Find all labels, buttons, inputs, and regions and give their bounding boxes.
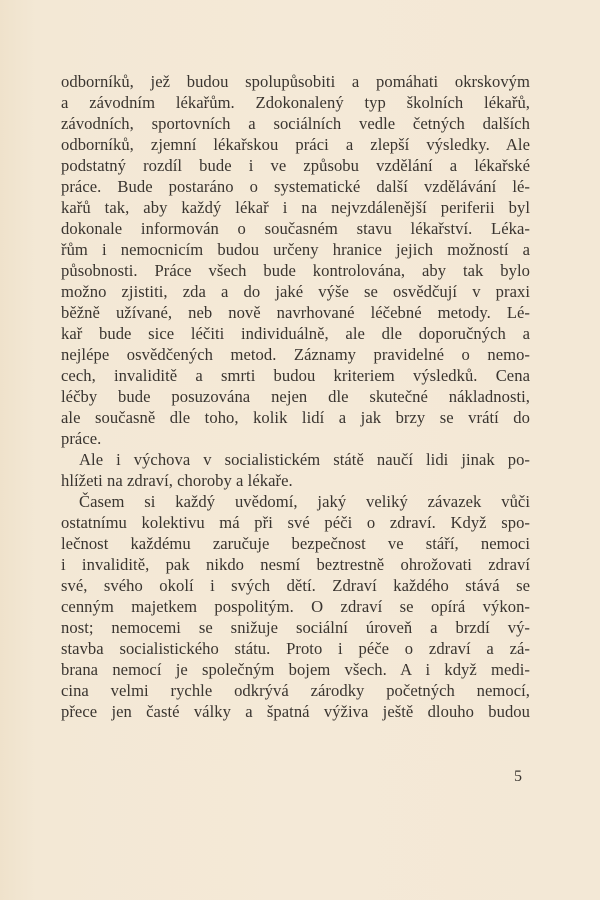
text-line: řům i nemocnicím budou určeny hranice jejich možností a: [61, 240, 530, 259]
text-line: hlížeti na zdraví, choroby a lékaře.: [61, 471, 293, 490]
text-line: přece jen časté války a špatná výživa ještě dlouho budou: [61, 702, 530, 721]
text-line: nost; nemocemi se snižuje sociální úroveň a brzdí vý-: [61, 618, 530, 637]
text-line: běžně užívané, neb nově navrhované léčebné metody. Lé-: [61, 303, 530, 322]
text-line: podstatný rozdíl bude i ve způsobu vzdělání a lékařské: [61, 156, 530, 175]
text-line: práce.: [61, 429, 102, 448]
text-line: kařů tak, aby každý lékař i na nejvzdálenější periferii byl: [61, 198, 530, 217]
text-line: Ale i výchova v socialistickém státě naučí lidi jinak po-: [79, 450, 530, 469]
text-line: práce. Bude postaráno o systematické další vzdělávání lé-: [61, 177, 530, 196]
body-text: [61, 71, 530, 722]
text-line: brana nemocí je společným bojem všech. A i když medi-: [61, 660, 530, 679]
text-line: dokonale informován o současném stavu lékařství. Léka-: [61, 219, 530, 238]
text-line: odborníků, zjemní lékařskou práci a zlepší výsledky. Ale: [61, 135, 530, 154]
text-line: možno zjistiti, zda a do jaké výše se osvědčují v praxi: [61, 282, 530, 301]
text-line: ale současně dle toho, kolik lidí a jak brzy se vrátí do: [61, 408, 530, 427]
text-line: kař bude sice léčiti individuálně, ale dle doporučných a: [61, 324, 530, 343]
text-line: závodních, sportovních a sociálních vedle četných dalších: [61, 114, 530, 133]
text-line: ostatnímu kolektivu má při své péči o zdraví. Když spo-: [61, 513, 530, 532]
text-line: Časem si každý uvědomí, jaký veliký závazek vůči: [79, 492, 530, 511]
text-line: a závodním lékařům. Zdokonalený typ školních lékařů,: [61, 93, 530, 112]
text-line: lečnost každému zaručuje bezpečnost ve stáří, nemoci: [61, 534, 530, 553]
text-line: i invaliditě, pak nikdo nesmí beztrestně ohrožovati zdraví: [61, 555, 530, 574]
text-line: své, svého okolí i svých dětí. Zdraví každého stává se: [61, 576, 530, 595]
text-line: cina velmi rychle odkrývá zárodky početných nemocí,: [61, 681, 530, 700]
text-line: léčby bude posuzována nejen dle skutečné nákladnosti,: [61, 387, 530, 406]
text-line: působnosti. Práce všech bude kontrolována, aby tak bylo: [61, 261, 530, 280]
text-line: stavba socialistického státu. Proto i péče o zdraví a zá-: [61, 639, 530, 658]
text-line: nejlépe osvědčených metod. Záznamy pravidelné o nemo-: [61, 345, 530, 364]
page-number: 5: [514, 768, 522, 785]
text-line: odborníků, jež budou spolupůsobiti a pomáhati okrskovým: [61, 72, 530, 91]
text-line: cech, invaliditě a smrti budou kriteriem výsledků. Cena: [61, 366, 530, 385]
text-line: cenným majetkem pospolitým. O zdraví se opírá výkon-: [61, 597, 530, 616]
